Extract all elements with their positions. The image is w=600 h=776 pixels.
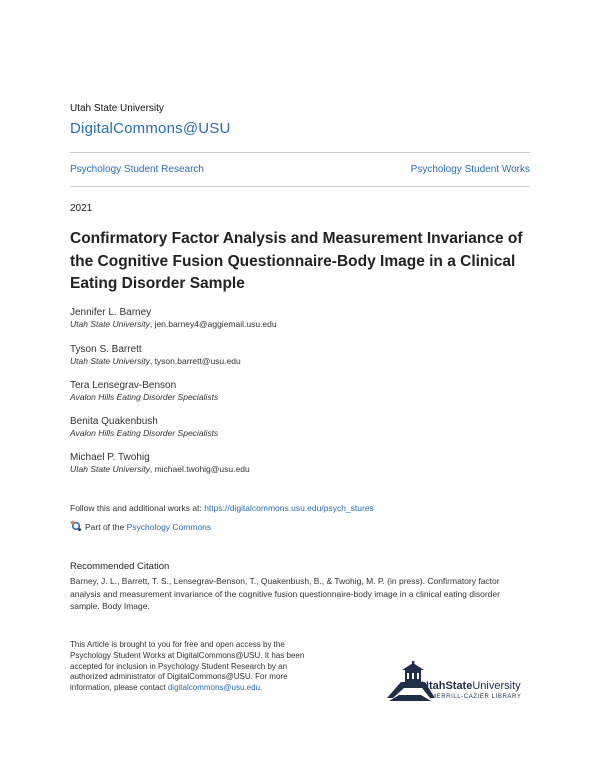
author-name: Jennifer L. Barney — [70, 307, 152, 318]
author-email: , michael.twohig@usu.edu — [149, 464, 250, 474]
publication-year: 2021 — [70, 203, 93, 214]
author-institution: Utah State University — [70, 356, 150, 366]
university-name: Utah State University — [70, 103, 164, 114]
author-institution: Avalon Hills Eating Disorder Specialists — [70, 392, 219, 402]
author-name: Michael P. Twohig — [70, 452, 150, 463]
notice-suffix: . — [260, 683, 263, 693]
part-of-prefix: Part of the — [85, 522, 127, 532]
author-entry — [70, 380, 530, 403]
nav-link-student-research[interactable]: Psychology Student Research — [70, 164, 204, 175]
repository-link[interactable]: DigitalCommons@USU — [70, 120, 231, 137]
divider-bottom — [70, 186, 530, 187]
author-entry — [70, 452, 530, 475]
author-institution: Utah State University — [70, 319, 150, 329]
network-icon — [70, 520, 82, 534]
author-entry — [70, 344, 530, 367]
logo-name-bold: UtahState — [421, 680, 473, 692]
author-name: Tera Lensegrav-Benson — [70, 380, 177, 391]
author-email: , jen.barney4@aggiemail.usu.edu — [149, 319, 277, 329]
author-name: Tyson S. Barrett — [70, 344, 142, 355]
author-name: Benita Quakenbush — [70, 416, 158, 427]
part-of-line — [70, 520, 211, 534]
author-institution: Utah State University — [70, 464, 150, 474]
contact-email-link[interactable]: digitalcommons@usu.edu — [167, 683, 261, 693]
author-entry — [70, 307, 530, 330]
citation-heading: Recommended Citation — [70, 561, 170, 572]
follow-line — [70, 503, 374, 513]
nav-link-student-works[interactable]: Psychology Student Works — [410, 164, 530, 175]
citation-body: Barney, J. L., Barrett, T. S., Lensegrav-Benson, T., Quakenbush, B., & Twohig, M. P. (in press). Confirmatory factor analysis and measurement invariance of the cognitive fusion questionnaire-body image in a clinical eating disorder sample. Body Image. — [70, 576, 500, 611]
notice-text: This Article is brought to you for free and open access by the Psychology Student Works at DigitalCommons@USU. It has been accepted for inclusion in Psychology Student Research by an authorized administrator of DigitalCommons@USU. For more information, please contact — [70, 640, 305, 693]
logo-wordmark — [421, 680, 521, 692]
author-entry — [70, 416, 530, 439]
follow-url-link[interactable]: https://digitalcommons.usu.edu/psych_stures — [204, 503, 374, 513]
divider-top — [70, 152, 530, 153]
access-notice — [70, 640, 310, 694]
article-title: Confirmatory Factor Analysis and Measurement Invariance of the Cognitive Fusion Questionnaire-Body Image in a Clinical Eating Disorder Sample — [70, 230, 523, 292]
follow-prefix: Follow this and additional works at: — [70, 503, 205, 513]
logo-subtitle: MERRILL-CAZIER LIBRARY — [431, 694, 522, 700]
author-email: , tyson.barrett@usu.edu — [149, 356, 241, 366]
psychology-commons-link[interactable]: Psychology Commons — [126, 522, 212, 532]
logo-name-thin: University — [472, 680, 521, 692]
author-institution: Avalon Hills Eating Disorder Specialists — [70, 428, 219, 438]
